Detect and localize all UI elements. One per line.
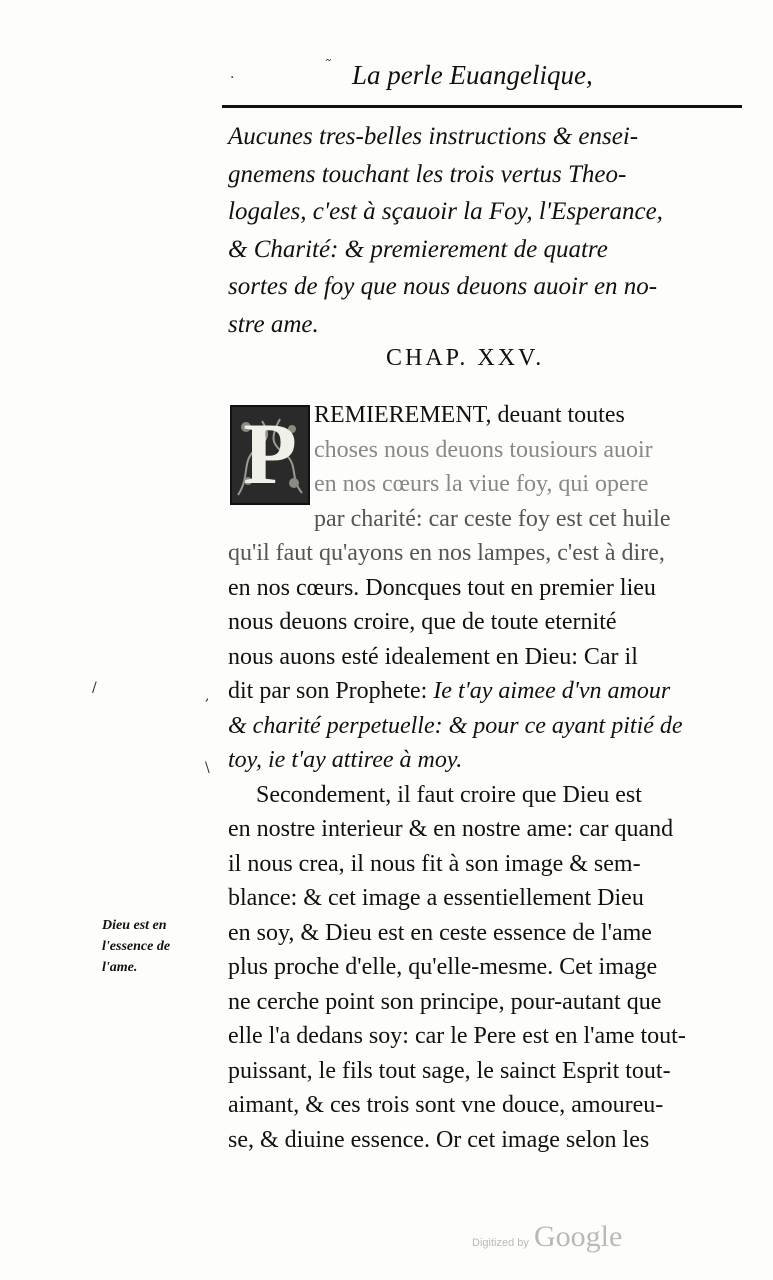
body-line: choses nous deuons tousiours auoir (314, 436, 653, 463)
body-line: puissant, le fils tout sage, le sainct Esprit tout- (228, 1057, 671, 1084)
digitized-watermark (472, 1220, 622, 1254)
margin-note (102, 915, 212, 978)
body-line (228, 674, 742, 709)
margin-note-line: l'ame. (102, 960, 138, 975)
body-line: en nos cœurs. Doncques tout en premier lieu (228, 574, 656, 601)
summary-line: & Charité: & premierement de quatre (228, 235, 608, 263)
chapter-heading: CHAP. XXV. (386, 345, 545, 371)
body-line: blance: & cet image a essentiellement Dieu (228, 885, 644, 911)
chapter-summary (228, 118, 742, 343)
body-line: qu'il faut qu'ayons en nos lampes, c'est à dire, (228, 540, 665, 566)
body-line: nous auons esté idealement en Dieu: Car il (228, 643, 638, 670)
body-line-text: dit par son Prophete: (228, 678, 434, 704)
body-line: se, & diuine essence. Or cet image selon les (228, 1126, 650, 1153)
body-line: par charité: car ceste foy est cet huile (314, 505, 671, 532)
margin-note-line: l'essence de (102, 939, 171, 954)
margin-mark: ˜ (325, 58, 332, 74)
running-head: La perle Euangelique, (352, 60, 593, 90)
body-text (228, 398, 742, 1157)
body-line: il nous crea, il nous fit à son image & sem- (228, 850, 641, 877)
scripture-quote: Ie t'ay aimee d'vn amour (433, 678, 671, 704)
body-line: en nostre interieur & en nostre ame: car quand (228, 816, 674, 842)
margin-mark: , (205, 688, 210, 704)
body-line: elle l'a dedans soy: car le Pere est en l'ame tout- (228, 1023, 686, 1049)
body-line: en nos cœurs la viue foy, qui opere (314, 471, 649, 497)
summary-line: gnemens touchant les trois vertus Theo- (228, 160, 627, 188)
body-line: aimant, & ces trois sont vne douce, amoureu- (228, 1092, 664, 1118)
body-line: REMIEREMENT, deuant toutes (314, 402, 625, 428)
margin-mark: / (92, 680, 97, 696)
summary-line: sortes de foy que nous deuons auoir en no- (228, 273, 658, 300)
watermark-brand: Google (533, 1220, 623, 1253)
body-line: ne cerche point son principe, pour-autant que (228, 988, 662, 1015)
body-line: & charité perpetuelle: & pour ce ayant pitié de (228, 712, 683, 739)
summary-line: logales, c'est à sçauoir la Foy, l'Esperance, (228, 198, 663, 225)
summary-line: stre ame. (228, 310, 319, 338)
drop-cap-letter: P (243, 406, 297, 503)
body-line: en soy, & Dieu est en ceste essence de l'ame (228, 919, 652, 946)
body-line: plus proche d'elle, qu'elle-mesme. Cet image (228, 954, 658, 980)
watermark-prefix: Digitized by (472, 1237, 529, 1249)
margin-note-line: Dieu est en (102, 918, 167, 933)
margin-mark: \ (205, 760, 210, 776)
header-rule (222, 105, 742, 108)
body-line: Secondement, il faut croire que Dieu est (256, 781, 642, 808)
body-line: nous deuons croire, que de toute eternité (228, 609, 617, 635)
margin-mark: · (230, 70, 235, 86)
summary-line: Aucunes tres-belles instructions & ensei- (228, 123, 639, 150)
body-line: toy, ie t'ay attiree à moy. (228, 747, 463, 773)
